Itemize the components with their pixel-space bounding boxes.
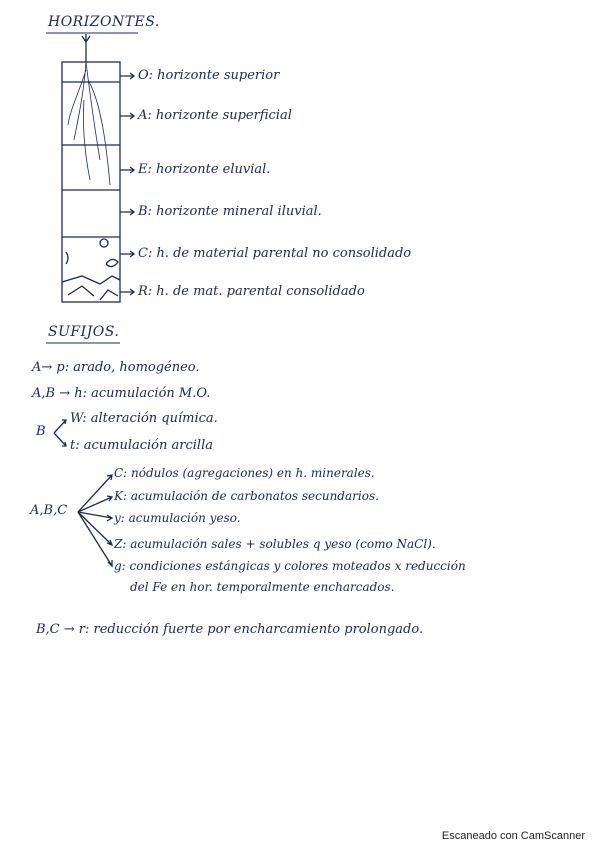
suffix-abc-item-z: Z: acumulación sales + solubles q yeso (como NaCl). [114,537,436,551]
horizons-title: HORIZONTES. [48,14,160,30]
suffix-abc-item-c: C: nódulos (agregaciones) en h. minerales. [114,466,375,480]
suffix-ab-line: A,B → h: acumulación M.O. [32,386,211,401]
suffix-b-label: B [36,424,46,439]
suffix-b-item-w: W: alteración química. [70,411,218,426]
suffix-abc-item-k: K: acumulación de carbonatos secundarios. [114,489,379,503]
horizon-e-label: E: horizonte eluvial. [138,162,271,177]
suffix-abc-item-g: g: condiciones estángicas y colores moteados x reducción [114,559,466,573]
camscanner-footer: Escaneado con CamScanner [441,830,585,842]
suffix-bc-line: B,C → r: reducción fuerte por encharcamiento prolongado. [36,622,424,637]
suffix-abc-label: A,B,C [30,503,68,518]
horizon-o-label: O: horizonte superior [138,68,280,83]
horizon-b-label: B: horizonte mineral iluvial. [138,204,322,219]
horizon-c-label: C: h. de material parental no consolidado [138,246,412,261]
suffix-abc-item-g-cont: del Fe en hor. temporalmente encharcados. [130,580,395,594]
horizon-a-label: A: horizonte superficial [138,108,292,123]
suffixes-title: SUFIJOS. [48,324,120,340]
suffix-b-item-t: t: acumulación arcilla [70,438,213,453]
suffix-a-line: A→ p: arado, homogéneo. [32,360,200,375]
suffix-abc-item-y: y: acumulación yeso. [114,511,241,525]
horizon-r-label: R: h. de mat. parental consolidado [138,284,365,299]
